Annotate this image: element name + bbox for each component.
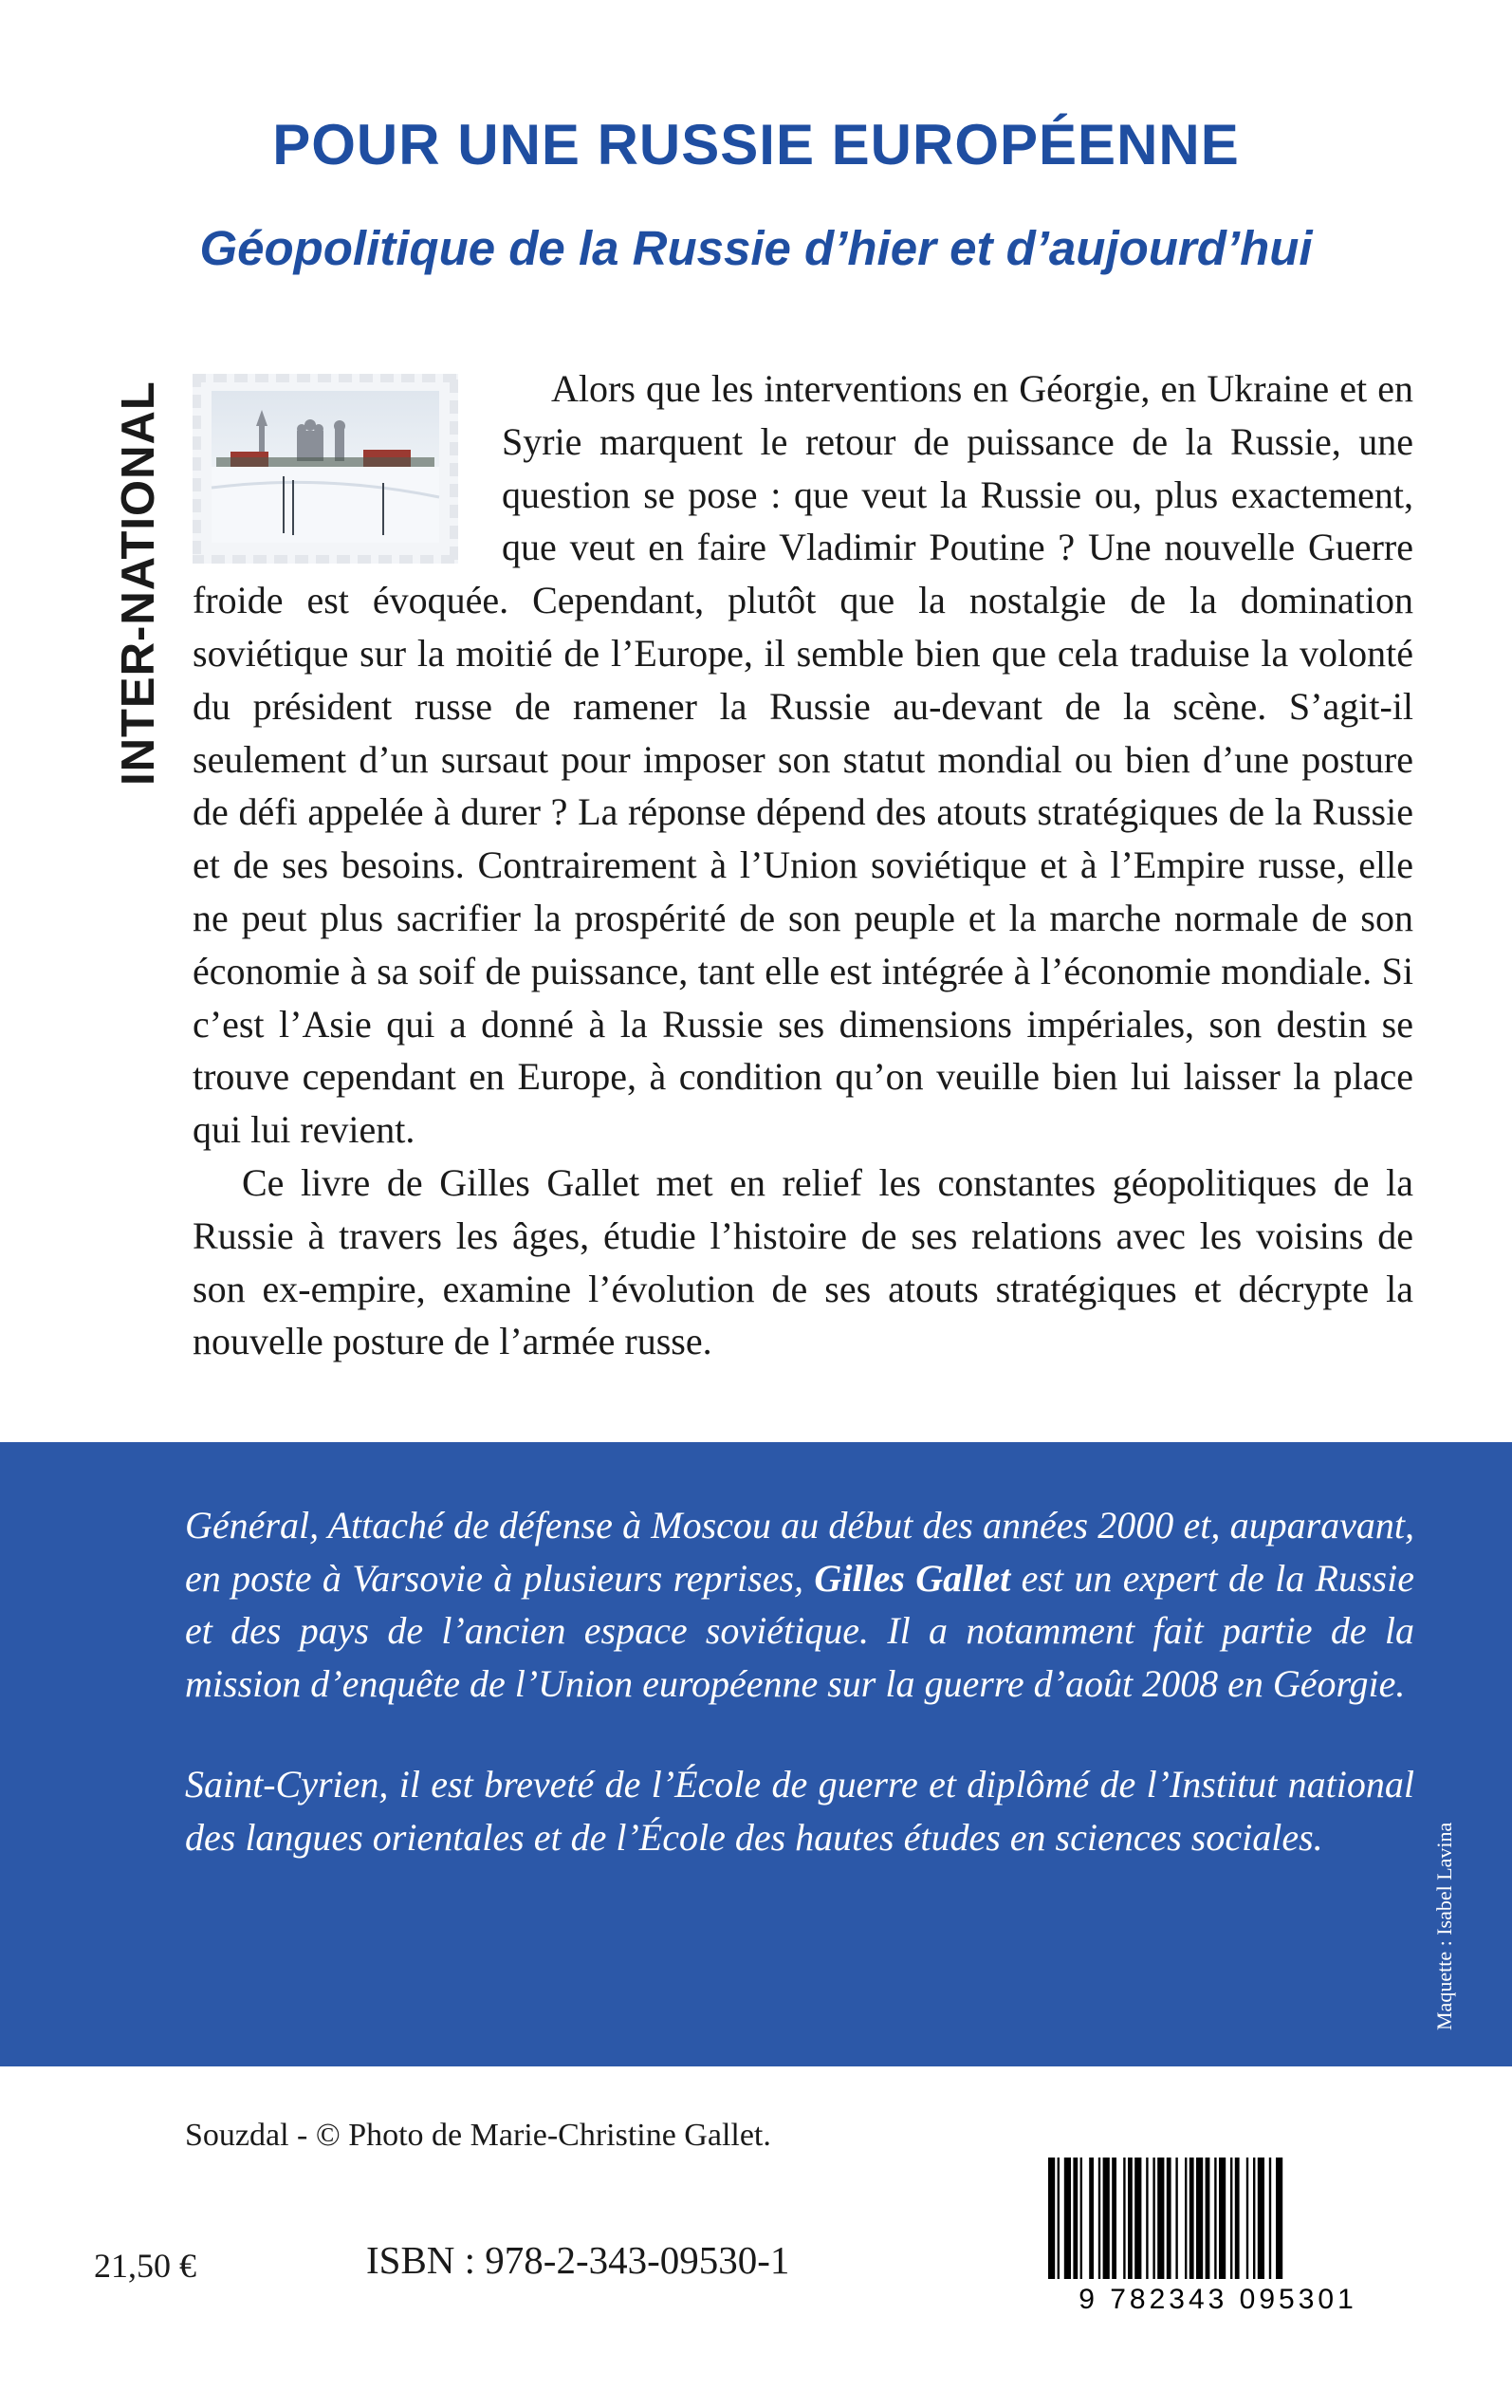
barcode-bar [1175,2158,1177,2279]
barcode-bar [1214,2158,1216,2279]
barcode-bar [1112,2158,1116,2279]
barcode-bar [1258,2158,1264,2279]
barcode-bar [1080,2158,1082,2279]
price: 21,50 € [94,2247,196,2285]
back-cover-summary [193,362,1413,1368]
barcode-bar [1103,2158,1110,2279]
barcode-bar [1089,2158,1094,2279]
barcode-bar [1235,2158,1240,2279]
bio-paragraph-1: Général, Attaché de défense à Moscou au début des années 2000 et, auparavant, en poste à Varsovie à plusieurs reprises, Gilles Gallet est un expert de la Russie et des pays de l’ancien espace soviétique. Il a notamment fait partie de la mission d’enquête de l’Union européenne sur la guerre d’août 2008 en Géorgie. [185,1504,1414,1705]
barcode-bar [1206,2158,1210,2279]
barcode-bar [1064,2158,1071,2279]
author-name: Gilles Gallet [814,1556,1011,1600]
barcode-bar [1146,2158,1148,2279]
barcode-bar [1185,2158,1187,2279]
summary-paragraph-2: Ce livre de Gilles Gallet met en relief les constantes géopolitiques de la Russie à travers les âges, étudie l’histoire de ses relations avec les voisins de son ex-empire, examine l’évolution de ses atouts stratégiques et décrypte la nouvelle posture de l’armée russe. [193,1160,1413,1363]
isbn-barcode [1020,2154,1416,2315]
barcode-bar [1219,2158,1226,2279]
maquette-credit: Maquette : Isabel Lavina [1432,1822,1456,2030]
barcode-bar [1167,2158,1171,2279]
barcode-bar [1189,2158,1194,2279]
barcode-bar [1246,2158,1248,2279]
barcode-digits: 9 782343 095301 [1079,2284,1357,2315]
barcode-bar [1269,2158,1271,2279]
barcode-bar [1276,2158,1282,2279]
barcode-bar [1253,2158,1255,2279]
photo-caption: Souzdal - © Photo de Marie-Christine Gallet. [185,2118,771,2153]
barcode-bar [1134,2158,1141,2279]
barcode-bar [1230,2158,1232,2279]
isbn: ISBN : 978-2-343-09530-1 [366,2238,790,2282]
barcode-bar [1048,2158,1055,2279]
barcode-bar [1123,2158,1125,2279]
barcode-bar [1152,2158,1154,2279]
barcode-bar [1098,2158,1100,2279]
collection-label: INTER-NATIONAL [113,380,164,787]
book-subtitle: Géopolitique de la Russie d’hier et d’aujourd’hui [199,221,1313,275]
barcode-bar [1157,2158,1164,2279]
book-title: POUR UNE RUSSIE EUROPÉENNE [272,113,1240,176]
barcode-bar [1058,2158,1060,2279]
bio-paragraph-2: Saint-Cyrien, il est breveté de l’École de guerre et diplômé de l’Institut national des langues orientales et de l’École des hautes études en sciences sociales. [185,1763,1414,1859]
barcode-bar [1128,2158,1133,2279]
author-bio [185,1499,1414,1863]
summary-paragraph-1: Alors que les interventions en Géorgie, en Ukraine et en Syrie marquent le retour de puissance de la Russie, une question se pose : que veut la Russie ou, plus exactement, que veut en faire Vladimir Poutine ? Une nouvelle Guerre froide est évoquée. Cependant, plutôt que la nostalgie de la domination soviétique sur la moitié de l’Europe, il semble bien que cela traduise la volonté du président russe de ramener la Russie au-devant de la scène. S’agit-il seulement d’un sursaut pour imposer son statut mondial ou bien d’une posture de défi appelée à durer ? La réponse dépend des atouts stratégiques de la Russie et de ses besoins. Contrairement à l’Union soviétique et à l’Empire russe, elle ne peut plus sacrifier la prospérité de son peuple et la marche normale de son économie à sa soif de puissance, tant elle est intégrée à l’économie mondiale. Si c’est l’Asie qui a donné à la Russie ses dimensions impériales, son destin se trouve cependant en Europe, à condition qu’on veuille bien lui laisser la place qui lui revient. [193,367,1413,1152]
barcode-bar [1073,2158,1078,2279]
barcode-bar [1196,2158,1203,2279]
